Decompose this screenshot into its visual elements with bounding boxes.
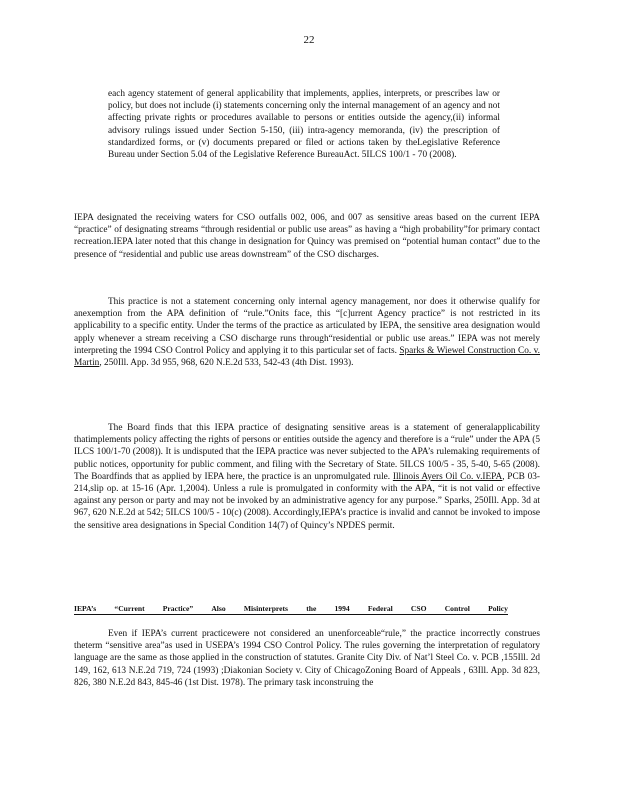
block-quote: each agency statement of general applicability that implements, applies, interprets, or prescribes law or policy, but does not include (i) statements concerning only the internal management of an agency and not affecting private rights or procedures available to persons or entities outside the agency,(ii) informal advisory rulings issued under Section 5-150, (iii) intra-agency memoranda, (iv) the prescription of standardized forms, or (v) documents prepared or filed or actions taken by theLegislative Reference Bureau under Section 5.04 of the Legislative Reference BureauAct. 5ILCS 100/1 - 70 (2008). [108, 89, 500, 161]
paragraph-text: , 250Ill. App. 3d 955, 968, 620 N.E.2d 533, 542-43 (4th Dist. 1993). [99, 358, 354, 369]
heading-word: Practice” [162, 604, 194, 613]
heading-word: Control [444, 604, 470, 613]
heading-word: Federal [367, 604, 393, 613]
heading-word: IEPA’s [74, 604, 97, 613]
paragraph-practice [74, 296, 540, 369]
heading-word: 1994 [334, 604, 350, 613]
paragraph-text: This practice is not a statement concerning only internal agency management, nor does it otherwise qualify for anexemption from the APA definition of “rule.”Onits face, this “[c]urrent Agency practice” is not restricted in its applicability to a specific entity. Under the terms of the practice as articulated by IEPA, the sensitive area designation would apply whenever a stream receiving a CSO discharge runs through“residential or public use areas.” IEPA was not merely interpreting the 1994 CSO Control Policy and applying it to this particular set of facts. [74, 297, 540, 356]
case-citation: Illinois Ayers Oil Co. v.IEPA [392, 471, 503, 482]
heading-word: Misinterprets [243, 604, 289, 613]
heading-word: “Current [114, 604, 145, 613]
heading-word: the [306, 604, 317, 613]
paragraph-text: The Board finds that this IEPA practice of designating sensitive areas is a statement of generalapplicability thatimplements policy affecting the rights of persons or entities outside the agency and therefore is a “rule” under the APA (5 ILCS 100/1-70 (2008)). It is undisputed that the IEPA practice was never subjected to the APA’s rulemaking requirements of public notices, opportunity for public comment, and filing with the Secretary of State. 5ILCS 100/5 - 35, 5-40, 5-65 (2008). The Boardfinds that as applied by IEPA here, the practice is an unpromulgated rule. [74, 423, 540, 482]
paragraph-board-finding [74, 422, 540, 532]
paragraph-misinterpretation: Even if IEPA’s current practicewere not considered an unenforceable“rule,” the practice incorrectly construes theterm “sensitive area”as used in USEPA’s 1994 CSO Control Policy. The rules governing the interpretation of regulatory language are the same as those applied in the construction of statutes. Granite City Div. of Nat’l Steel Co. v. PCB ,155Ill. 2d 149, 162, 613 N.E.2d 719, 724 (1993) ;Diakonian Society v. City of ChicagoZoning Board of Appeals , 63Ill. App. 3d 823, 826, 380 N.E.2d 843, 845-46 (1st Dist. 1978). The primary task inconstruing the [74, 629, 540, 688]
heading-word: Also [211, 604, 226, 613]
paragraph-text: , PCB 03-214,slip op. at 15-16 (Apr. 1,2004). Unless a rule is promulgated in conformity with the APA, “it is not valid or effective against any person or party and may not be invoked by an administrative agency for any purpose.” Sparks, 250Ill. App. 3d at 967, 620 N.E.2d at 542; 5ILCS 100/5 - 10(c) (2008). Accordingly,IEPA’s practice is invalid and cannot be invoked to impose the sensitive area designations in Special Condition 14(7) of Quincy’s NPDES permit. [74, 471, 540, 531]
heading-word: CSO [410, 604, 427, 613]
case-citation: Sparks & Wiewel Construction Co. v. Martin [74, 345, 540, 369]
paragraph-designation: IEPA designated the receiving waters for CSO outfalls 002, 006, and 007 as sensitive areas based on the current IEPA “practice” of designating streams “through residential or public use areas” as having a “high probability”for primary contact recreation.IEPA later noted that this change in designation for Quincy was premised on “potential human contact” due to the presence of “residential and public use areas downstream” of the CSO discharges. [74, 213, 540, 260]
heading-word: Policy [488, 604, 508, 613]
section-heading [74, 604, 508, 615]
page-number: 22 [303, 34, 315, 46]
